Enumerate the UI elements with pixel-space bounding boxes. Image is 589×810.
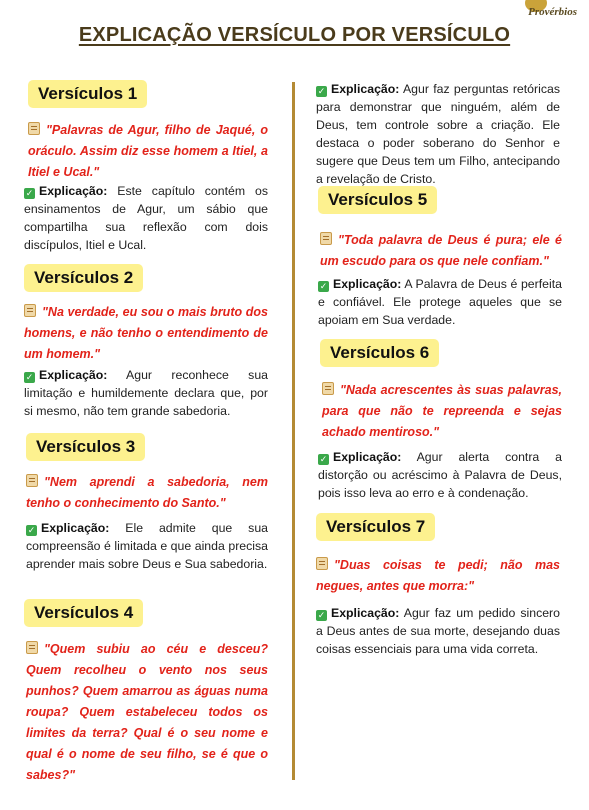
section-heading: Versículos 7: [316, 513, 435, 541]
explanation-text: ✓ Explicação: Agur reconhece sua limitação e humildemente declara que, por si mesmo, não tem grande sabedoria.: [24, 368, 268, 418]
check-icon: ✓: [317, 610, 326, 620]
check-icon: ✓: [25, 188, 34, 198]
verse-text: "Quem subiu ao céu e desceu? Quem recolheu o vento nos seus punhos? Quem amarrou as águas numa roupa? Quem estabeleceu todos os limites da terra? Qual é o seu nome e qual é o nome de seu filho, se é que o sabes?": [26, 642, 268, 782]
verse-text: "Nada acrescentes às suas palavras, para que não te repreenda e sejas achado mentiroso.": [322, 383, 562, 439]
scroll-icon: [28, 122, 40, 135]
logo: [521, 0, 577, 22]
explanation-text: ✓ Explicação: Agur faz perguntas retóricas para demonstrar que ninguém, além de Deus, tem controle sobre a criação. Ele destaca o poder soberano do Senhor e sugere que Deus tem um Filho, antecipando a revelação de Cristo.: [316, 82, 560, 186]
page-title: EXPLICAÇÃO VERSÍCULO POR VERSÍCULO: [78, 24, 511, 46]
section-heading: Versículos 5: [318, 186, 437, 214]
logo-text: Provérbios: [528, 6, 577, 18]
verse-text: "Duas coisas te pedi; não mas negues, antes que morra:": [316, 558, 560, 593]
section-heading: Versículos 6: [320, 339, 439, 367]
explanation-text: ✓ Explicação: Este capítulo contém os ensinamentos de Agur, um sábio que compartilha sua reflexão com dois discípulos, Itiel e Ucal.: [24, 184, 268, 252]
verse-text: "Toda palavra de Deus é pura; ele é um escudo para os que nele confiam.": [320, 233, 562, 268]
scroll-icon: [322, 382, 334, 395]
section-heading: Versículos 3: [26, 433, 145, 461]
section-heading: Versículos 4: [24, 599, 143, 627]
explanation-text: ✓ Explicação: Ele admite que sua compreensão é limitada e que ainda precisa aprender mais sobre Deus e Sua sabedoria.: [26, 521, 268, 571]
section-heading: Versículos 1: [28, 80, 147, 108]
check-icon: ✓: [319, 454, 328, 464]
explanation-text: ✓ Explicação: Agur faz um pedido sincero a Deus antes de sua morte, desejando duas coisas essenciais para uma vida correta.: [316, 606, 560, 656]
verse-text: "Nem aprendi a sabedoria, nem tenho o conhecimento do Santo.": [26, 475, 268, 510]
explanation-text: ✓ Explicação: Agur alerta contra a distorção ou acréscimo à Palavra de Deus, pois isso leva ao erro e à condenação.: [318, 450, 562, 500]
scroll-icon: [320, 232, 332, 245]
verse-text: "Na verdade, eu sou o mais bruto dos homens, e não tenho o entendimento de um homem.": [24, 305, 268, 361]
scroll-icon: [24, 304, 36, 317]
check-icon: ✓: [25, 372, 34, 382]
check-icon: ✓: [27, 525, 36, 535]
check-icon: ✓: [317, 86, 326, 96]
scroll-icon: [26, 474, 38, 487]
column-divider: [292, 82, 295, 780]
explanation-text: ✓ Explicação: A Palavra de Deus é perfeita e confiável. Ele protege aqueles que se apoiam em Sua verdade.: [318, 277, 562, 327]
section-heading: Versículos 2: [24, 264, 143, 292]
scroll-icon: [316, 557, 328, 570]
scroll-icon: [26, 641, 38, 654]
check-icon: ✓: [319, 281, 328, 291]
verse-text: "Palavras de Agur, filho de Jaqué, o oráculo. Assim diz esse homem a Itiel, a Itiel e Ucal.": [28, 123, 268, 179]
